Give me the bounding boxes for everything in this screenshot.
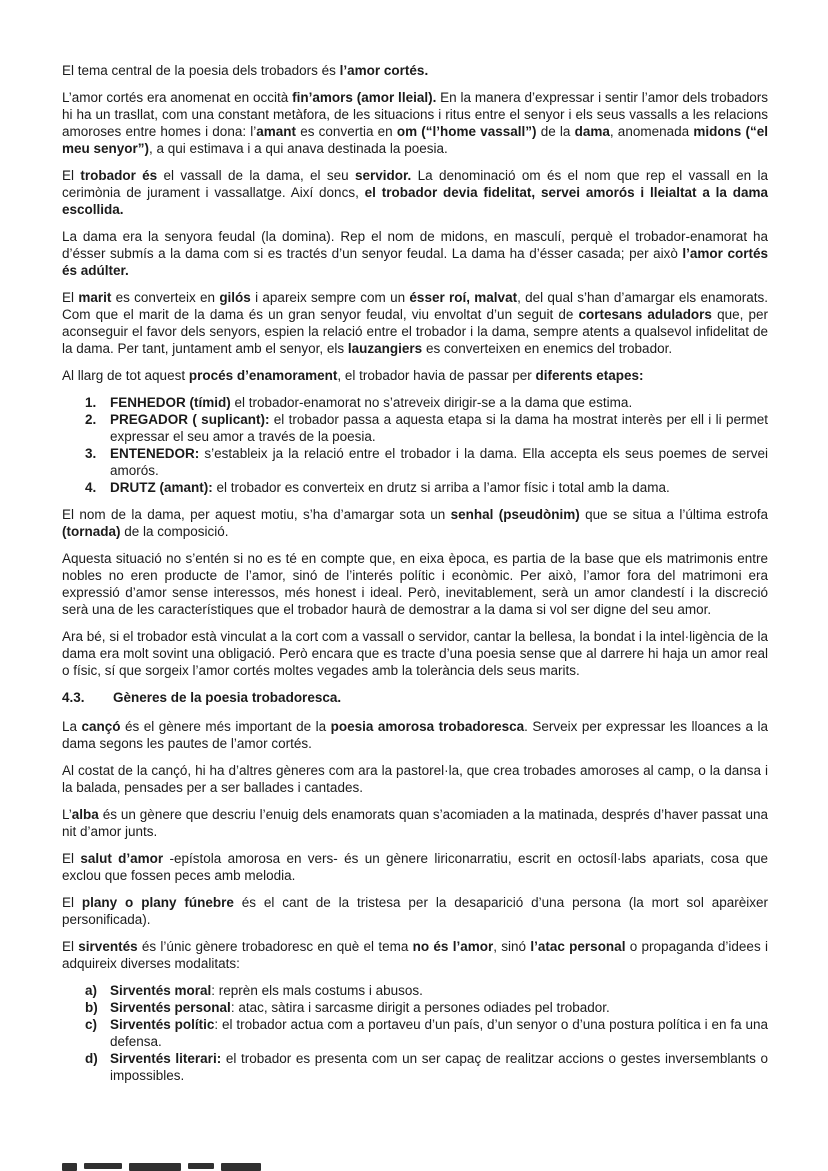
stage-item-drutz — [110, 479, 768, 496]
section-number: 4.3. — [62, 690, 85, 705]
text-run: és un gènere que descriu l’enuig dels enamorats quan s’acomiaden a la matinada, després d’haver passat una nit d’amor junts. — [62, 807, 768, 839]
text-run: el trobador passa a aquesta etapa si la dama ha mostrat interès per ell i li permet expressar el seu amor a través de la poesia. — [110, 412, 768, 444]
text-run: -epístola amorosa en vers- és un gènere liriconarratiu, escrit en octosíl·labs apariats, cosa que exclou que fossen peces amb melodia. — [62, 851, 768, 883]
bold-text-run: PREGADOR ( suplicant): — [110, 412, 270, 427]
bold-text-run: procés d’enamorament — [188, 368, 338, 383]
bold-text-run: Sirventés personal — [110, 1000, 231, 1015]
text-run: és el cant de la tristesa per la desaparició d’una persona (la mort sol aparèixer personificada). — [62, 895, 768, 927]
bold-text-run: l’atac personal — [530, 939, 626, 954]
text-run: En la manera d’expressar i sentir l’amor dels trobadors hi ha un trasllat, com una constant metàfora, de les situacions i ritus entre el senyor i els seus vassalls a les relacions amoroses entre homes i dona: l’ — [62, 90, 768, 139]
section-title: Gèneres de la poesia trobadoresca. — [113, 690, 342, 705]
bold-text-run: poesia amorosa trobadoresca — [330, 719, 525, 734]
bold-text-run: senhal (pseudònim) — [450, 507, 580, 522]
bold-text-run: salut d’amor — [80, 851, 164, 866]
text-run: , del qual s’han d’amargar els enamorats. Com que el marit de la dama és un gran senyor feudal, viu envoltat d’un seguit de — [62, 290, 768, 322]
bold-text-run: ésser roí, malvat — [409, 290, 518, 305]
bold-text-run: sirventés — [78, 939, 138, 954]
bold-text-run: FENHEDOR (tímid) — [110, 395, 231, 410]
bold-text-run: servidor. — [355, 168, 412, 183]
text-run: Ara bé, si el trobador està vinculat a la cort com a vassall o servidor, cantar la bellesa, la bondat i la intel·ligència de la dama era molt sovint una obligació. Però encara que es tracte d’una poesia sense que al darrere hi haja un amor real o físic, sí que sorgeix l’amor cortés moltes vegades amb la tolerància dels seus marits. — [62, 629, 768, 678]
bold-text-run: l’amor cortés és adúlter. — [62, 246, 768, 278]
bold-text-run: midons (“el meu senyor”) — [62, 124, 769, 156]
clipped-word-fragment — [129, 1163, 181, 1171]
stages-list — [62, 394, 768, 496]
bold-text-run: marit — [78, 290, 112, 305]
paragraph-dama-feudal — [62, 228, 768, 279]
text-run: : atac, sàtira i sarcasme dirigit a persones odiades pel trobador. — [230, 1000, 610, 1015]
text-run: de la — [536, 124, 575, 139]
paragraph-alba — [62, 806, 768, 840]
bold-text-run: lauzangiers — [347, 341, 423, 356]
paragraph-obligacio — [62, 628, 768, 679]
paragraph-plany — [62, 894, 768, 928]
paragraph-salut-amor — [62, 850, 768, 884]
clipped-word-fragment — [84, 1163, 122, 1169]
sirventes-literari-item — [110, 1050, 768, 1084]
bold-text-run: l’amor cortés. — [339, 63, 429, 78]
bold-text-run: Sirventés moral — [110, 983, 212, 998]
clipped-word-fragment — [221, 1163, 261, 1171]
bold-text-run: dama — [574, 124, 610, 139]
text-run: el vassall de la dama, el seu — [157, 168, 355, 183]
bold-text-run: om (“l’home vassall”) — [396, 124, 537, 139]
sirventes-moral-item — [110, 982, 768, 999]
bold-text-run: trobador és — [80, 168, 158, 183]
text-run: es converteix en — [111, 290, 220, 305]
text-run: El — [62, 851, 81, 866]
bold-text-run: gilós — [219, 290, 251, 305]
bold-text-run: DRUTZ (amant): — [110, 480, 213, 495]
text-run: de la composició. — [120, 524, 229, 539]
text-run: : reprèn els mals costums i abusos. — [211, 983, 423, 998]
text-run: que se situa a l’última estrofa — [579, 507, 769, 522]
bold-text-run: cançó — [81, 719, 121, 734]
bold-text-run: no és l’amor — [412, 939, 494, 954]
text-run: el trobador-enamorat no s’atreveix dirigir-se a la dama que estima. — [230, 395, 633, 410]
clipped-word-fragment — [188, 1163, 214, 1169]
text-run: El — [62, 290, 79, 305]
clipped-word-fragment — [62, 1163, 77, 1171]
stage-item-fenhedor — [110, 394, 768, 411]
paragraph-marit-gilos — [62, 289, 768, 357]
bold-text-run: Sirventés polític — [110, 1017, 215, 1032]
bold-text-run: el trobador devia fidelitat, servei amorós i lleialtat a la dama escollida. — [62, 185, 769, 217]
text-run: s’estableix ja la relació entre el trobador i la dama. Ella accepta els seus poemes de servei amorós. — [110, 446, 768, 478]
text-run: El — [62, 939, 79, 954]
text-run: Al costat de la cançó, hi ha d’altres gèneres com ara la pastorel·la, que crea trobades amoroses al camp, o la dansa i la balada, pensades per a ser ballades i cantades. — [62, 763, 768, 795]
text-run: , anomenada — [609, 124, 694, 139]
text-run: Aquesta situació no s’entén si no es té en compte que, en eixa època, es partia de la base que els matrimonis entre nobles no eren producte de l’amor, sinó de l’interés polític i econòmic. Per això, l’amor fora del matrimoni era expressió d’amor sense interessos, més honest i ideal. Però, inevitablement, serà un amor clandestí i la discreció serà una de les característiques que el trobador haurà de demostrar a la dama si vol ser digne del seu amor. — [62, 551, 768, 617]
paragraph-canco — [62, 718, 768, 752]
paragraph-trobador-vassall — [62, 167, 768, 218]
text-run: el trobador es presenta com un ser capaç de realitzar accions o gestes inversemblants o impossibles. — [110, 1051, 768, 1083]
text-run: El tema central de la poesia dels trobadors és — [62, 63, 340, 78]
text-run: , a qui estimava i a qui anava destinada la poesia. — [149, 141, 448, 156]
text-run: és el gènere més important de la — [120, 719, 331, 734]
clipped-text-line — [62, 1163, 261, 1171]
bold-text-run: Sirventés literari: — [110, 1051, 222, 1066]
paragraph-pastorella — [62, 762, 768, 796]
text-run: que, per aconseguir el favor dels senyors, espien la relació entre el trobador i la dama, sempre atents a qualsevol infidelitat de la dama. Per tant, juntament amb el senyor, els — [62, 307, 769, 356]
text-run: o propaganda d’idees i adquireix diverses modalitats: — [62, 939, 768, 971]
bold-text-run: plany o plany fúnebre — [81, 895, 234, 910]
bold-text-run: (tornada) — [62, 524, 121, 539]
sirventes-personal-item — [110, 999, 768, 1016]
bold-text-run: amant — [256, 124, 297, 139]
text-run: L’ — [62, 807, 72, 822]
text-run: es converteixen en enemics del trobador. — [422, 341, 673, 356]
paragraph-sirventes — [62, 938, 768, 972]
text-run: La denominació om és el nom que rep el vassall en la cerimònia de jurament i vassallatge. Així doncs, — [62, 168, 768, 200]
text-run: Al llarg de tot aquest — [62, 368, 189, 383]
stage-item-pregador — [110, 411, 768, 445]
text-run: es convertia en — [296, 124, 397, 139]
text-run: El — [62, 168, 81, 183]
paragraph-matrimonis — [62, 550, 768, 618]
text-run: , sinó — [493, 939, 531, 954]
text-run: , el trobador havia de passar per — [337, 368, 536, 383]
text-run: La — [62, 719, 82, 734]
text-run: La dama era la senyora feudal (la domina). Rep el nom de midons, en masculí, perquè el trobador-enamorat ha d’ésser submís a la dama com si es tractés d’un senyor feudal. La dama ha d’ésser casada; per això — [62, 229, 768, 261]
text-run: L’amor cortés era anomenat en occità — [62, 90, 293, 105]
bold-text-run: alba — [71, 807, 99, 822]
paragraph-senhal — [62, 506, 768, 540]
stage-item-entenedor — [110, 445, 768, 479]
paragraph-proces-enamorament — [62, 367, 768, 384]
paragraph-central-theme — [62, 62, 768, 79]
bold-text-run: cortesans aduladors — [578, 307, 712, 322]
bold-text-run: ENTENEDOR: — [110, 446, 200, 461]
text-run: El nom de la dama, per aquest motiu, s’ha d’amargar sota un — [62, 507, 451, 522]
text-run: El — [62, 895, 82, 910]
text-run: és l’únic gènere trobadoresc en què el tema — [137, 939, 413, 954]
bold-text-run: fin’amors (amor lleial). — [292, 90, 437, 105]
text-run: . Serveix per expressar les lloances a la dama segons les pautes de l’amor cortés. — [62, 719, 768, 751]
sirventes-politic-item — [110, 1016, 768, 1050]
bold-text-run: diferents etapes: — [535, 368, 644, 383]
text-run: el trobador es converteix en drutz si arriba a l’amor físic i total amb la dama. — [212, 480, 670, 495]
text-run: i apareix sempre com un — [250, 290, 410, 305]
text-run: : el trobador actua com a portaveu d’un país, d’un senyor o d’una postura política i en fa una defensa. — [110, 1017, 768, 1049]
paragraph-finamors — [62, 89, 768, 157]
sirventes-types-list — [62, 982, 768, 1084]
section-heading — [62, 689, 768, 706]
